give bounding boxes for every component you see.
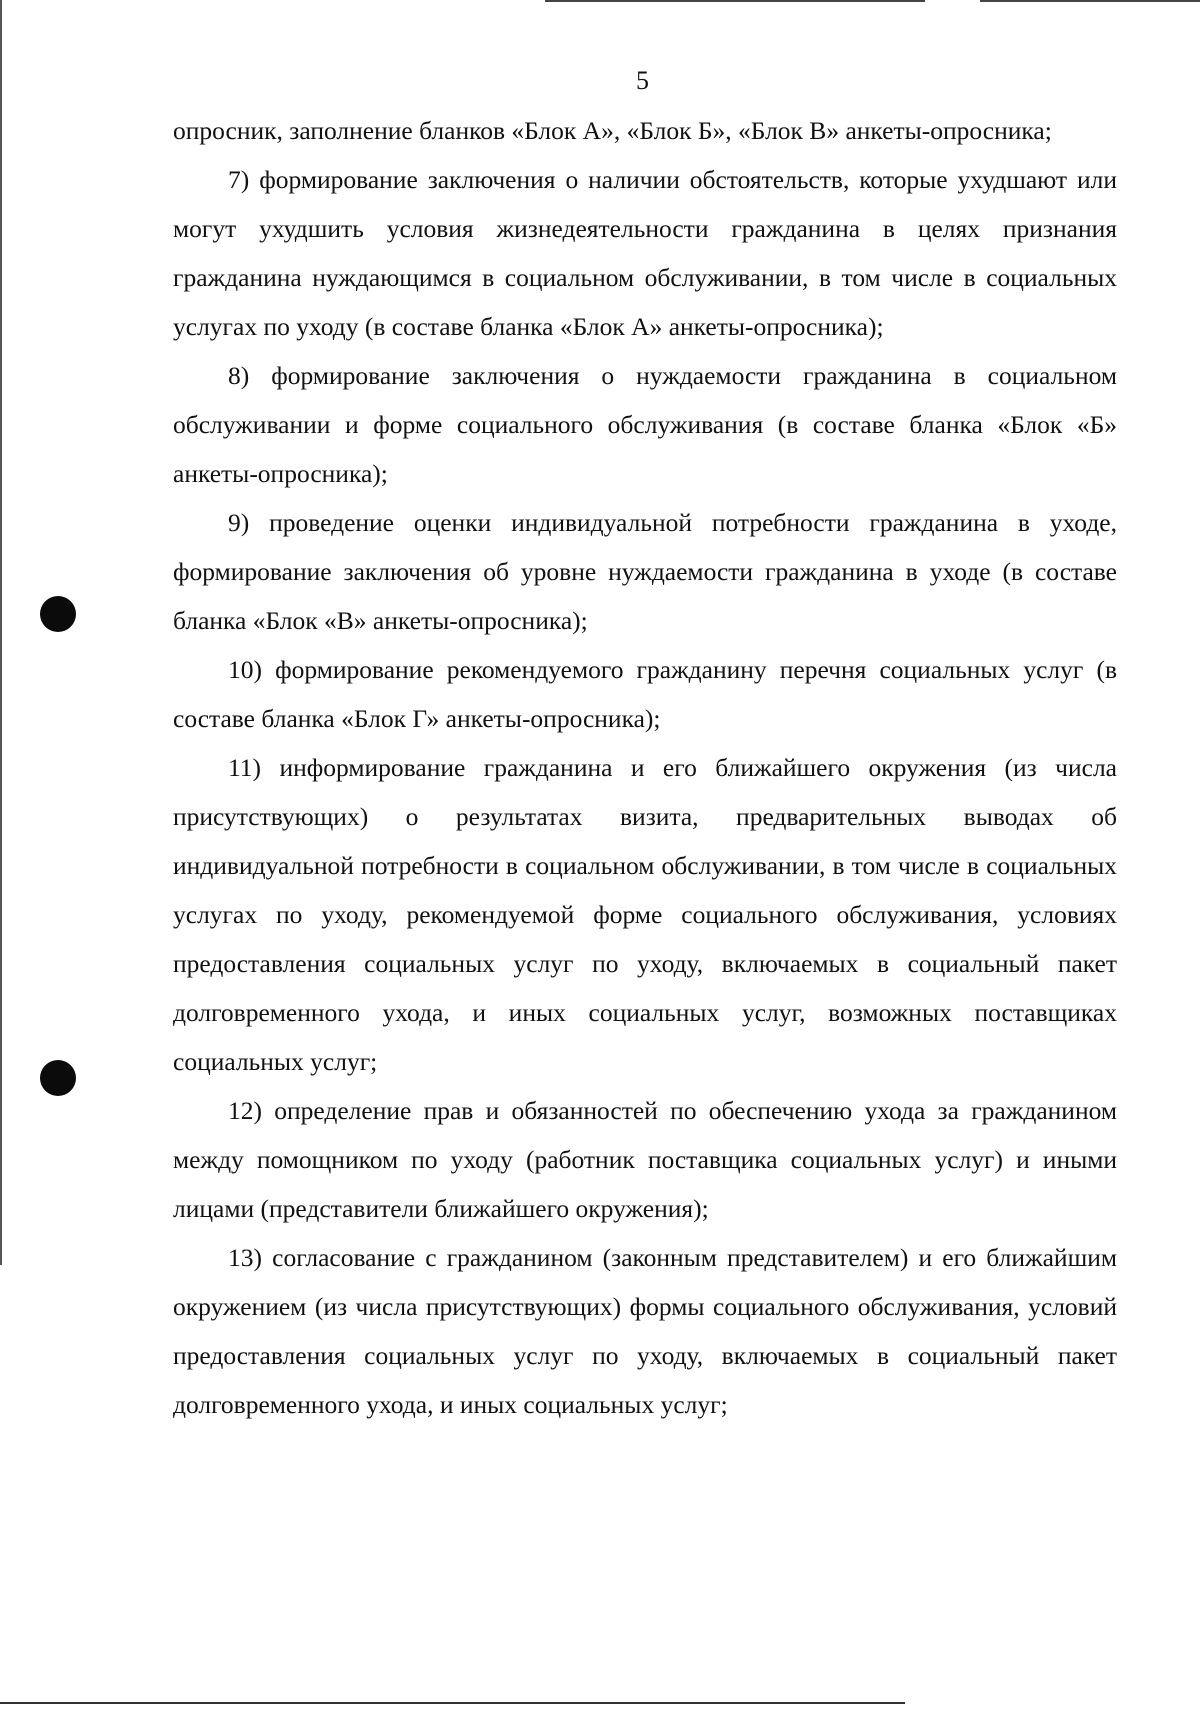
- list-item-8: 8) формирование заключения о нуждаемости гражданина в социальном обслуживании и форме социального обслуживания (в составе бланка «Блок «Б» анкеты-опросника);: [173, 361, 1117, 488]
- document-body: [173, 106, 1117, 1429]
- list-item-10: 10) формирование рекомендуемого гражданину перечня социальных услуг (в составе бланка «Блок Г» анкеты-опросника);: [173, 655, 1117, 733]
- scan-bottom-line: [0, 1702, 905, 1704]
- scan-top-line: [980, 0, 1200, 2]
- scan-left-edge: [0, 0, 2, 1265]
- list-item-13: 13) согласование с гражданином (законным представителем) и его ближайшим окружением (из числа присутствующих) формы социального обслуживания, условий предоставления социальных услуг по уходу, включаемых в социальный пакет долговременного ухода, и иных социальных услуг;: [173, 1243, 1117, 1419]
- page-number: 5: [636, 66, 649, 95]
- scan-top-line: [545, 0, 925, 2]
- list-item-9: 9) проведение оценки индивидуальной потребности гражданина в уходе, формирование заключения об уровне нуждаемости гражданина в уходе (в составе бланка «Блок «В» анкеты-опросника);: [173, 508, 1117, 635]
- punch-hole: [40, 1060, 76, 1096]
- list-item-12: 12) определение прав и обязанностей по обеспечению ухода за гражданином между помощником по уходу (работник поставщика социальных услуг) и иными лицами (представители ближайшего окружения);: [173, 1096, 1117, 1223]
- list-item-7: 7) формирование заключения о наличии обстоятельств, которые ухудшают или могут ухудшить условия жизнедеятельности гражданина в целях признания гражданина нуждающимся в социальном обслуживании, в том числе в социальных услугах по уходу (в составе бланка «Блок А» анкеты-опросника);: [173, 165, 1117, 341]
- paragraph-continuation: опросник, заполнение бланков «Блок А», «Блок Б», «Блок В» анкеты-опросника;: [173, 116, 1052, 145]
- punch-hole: [40, 596, 76, 632]
- list-item-11: 11) информирование гражданина и его ближайшего окружения (из числа присутствующих) о результатах визита, предварительных выводах об индивидуальной потребности в социальном обслуживании, в том числе в социальных услугах по уходу, рекомендуемой форме социального обслуживания, условиях предоставления социальных услуг по уходу, включаемых в социальный пакет долговременного ухода, и иных социальных услуг, возможных поставщиках социальных услуг;: [173, 753, 1117, 1076]
